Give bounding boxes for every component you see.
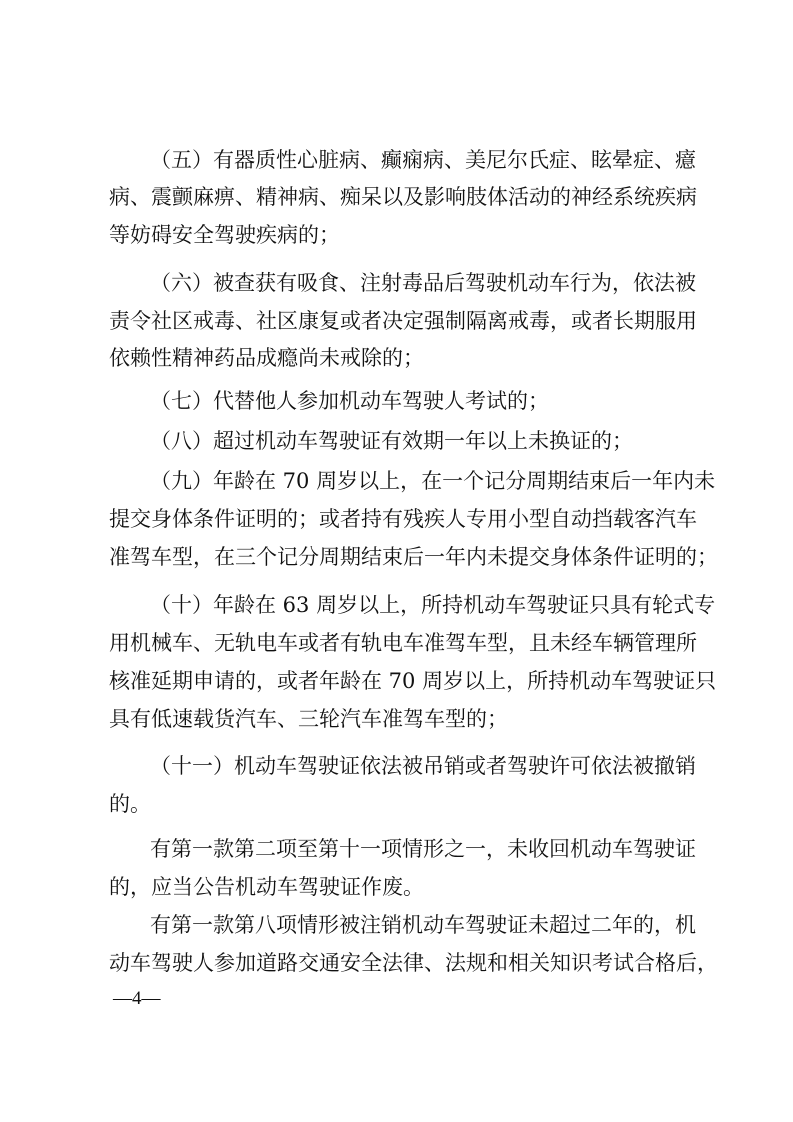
text-line-1: （五）有器质性心脏病、癫痫病、美尼尔氏症、眩晕症、癔 xyxy=(150,148,696,172)
page-number: —4— xyxy=(113,988,161,1009)
text-line-18: 有第一款第二项至第十一项情形之一，未收回机动车驾驶证 xyxy=(150,837,696,861)
text-line-21: 动车驾驶人参加道路交通安全法律、法规和相关知识考试合格后， xyxy=(109,951,718,975)
text-line-3: 等妨碍安全驾驶疾病的； xyxy=(109,223,340,247)
text-line-16: （十一）机动车驾驶证依法被吊销或者驾驶许可依法被撤销 xyxy=(150,754,696,778)
text-line-14: 核准延期申请的，或者年龄在 70 周岁以上，所持机动车驾驶证只 xyxy=(109,669,717,693)
text-line-13: 用机械车、无轨电车或者有轨电车准驾车型，且未经车辆管理所 xyxy=(109,631,697,655)
text-line-9: （九）年龄在 70 周岁以上，在一个记分周期结束后一年内未 xyxy=(150,469,716,493)
text-line-2: 病、震颤麻痹、精神病、痴呆以及影响肢体活动的神经系统疾病 xyxy=(109,185,697,209)
text-line-8: （八）超过机动车驾驶证有效期一年以上未换证的； xyxy=(150,429,633,453)
text-line-6: 依赖性精神药品成瘾尚未戒除的； xyxy=(109,346,424,370)
text-line-20: 有第一款第八项情形被注销机动车驾驶证未超过二年的，机 xyxy=(150,913,696,937)
text-line-11: 准驾车型，在三个记分周期结束后一年内未提交身体条件证明的； xyxy=(109,545,718,569)
text-line-17: 的。 xyxy=(109,792,151,816)
text-line-19: 的，应当公告机动车驾驶证作废。 xyxy=(109,875,424,899)
text-line-12: （十）年龄在 63 周岁以上，所持机动车驾驶证只具有轮式专 xyxy=(150,593,716,617)
text-line-7: （七）代替他人参加机动车驾驶人考试的； xyxy=(150,389,549,413)
text-line-4: （六）被查获有吸食、注射毒品后驾驶机动车行为，依法被 xyxy=(150,271,696,295)
text-line-15: 具有低速载货汽车、三轮汽车准驾车型的； xyxy=(109,707,508,731)
text-line-10: 提交身体条件证明的；或者持有残疾人专用小型自动挡载客汽车 xyxy=(109,507,697,531)
text-line-5: 责令社区戒毒、社区康复或者决定强制隔离戒毒，或者长期服用 xyxy=(109,309,697,333)
